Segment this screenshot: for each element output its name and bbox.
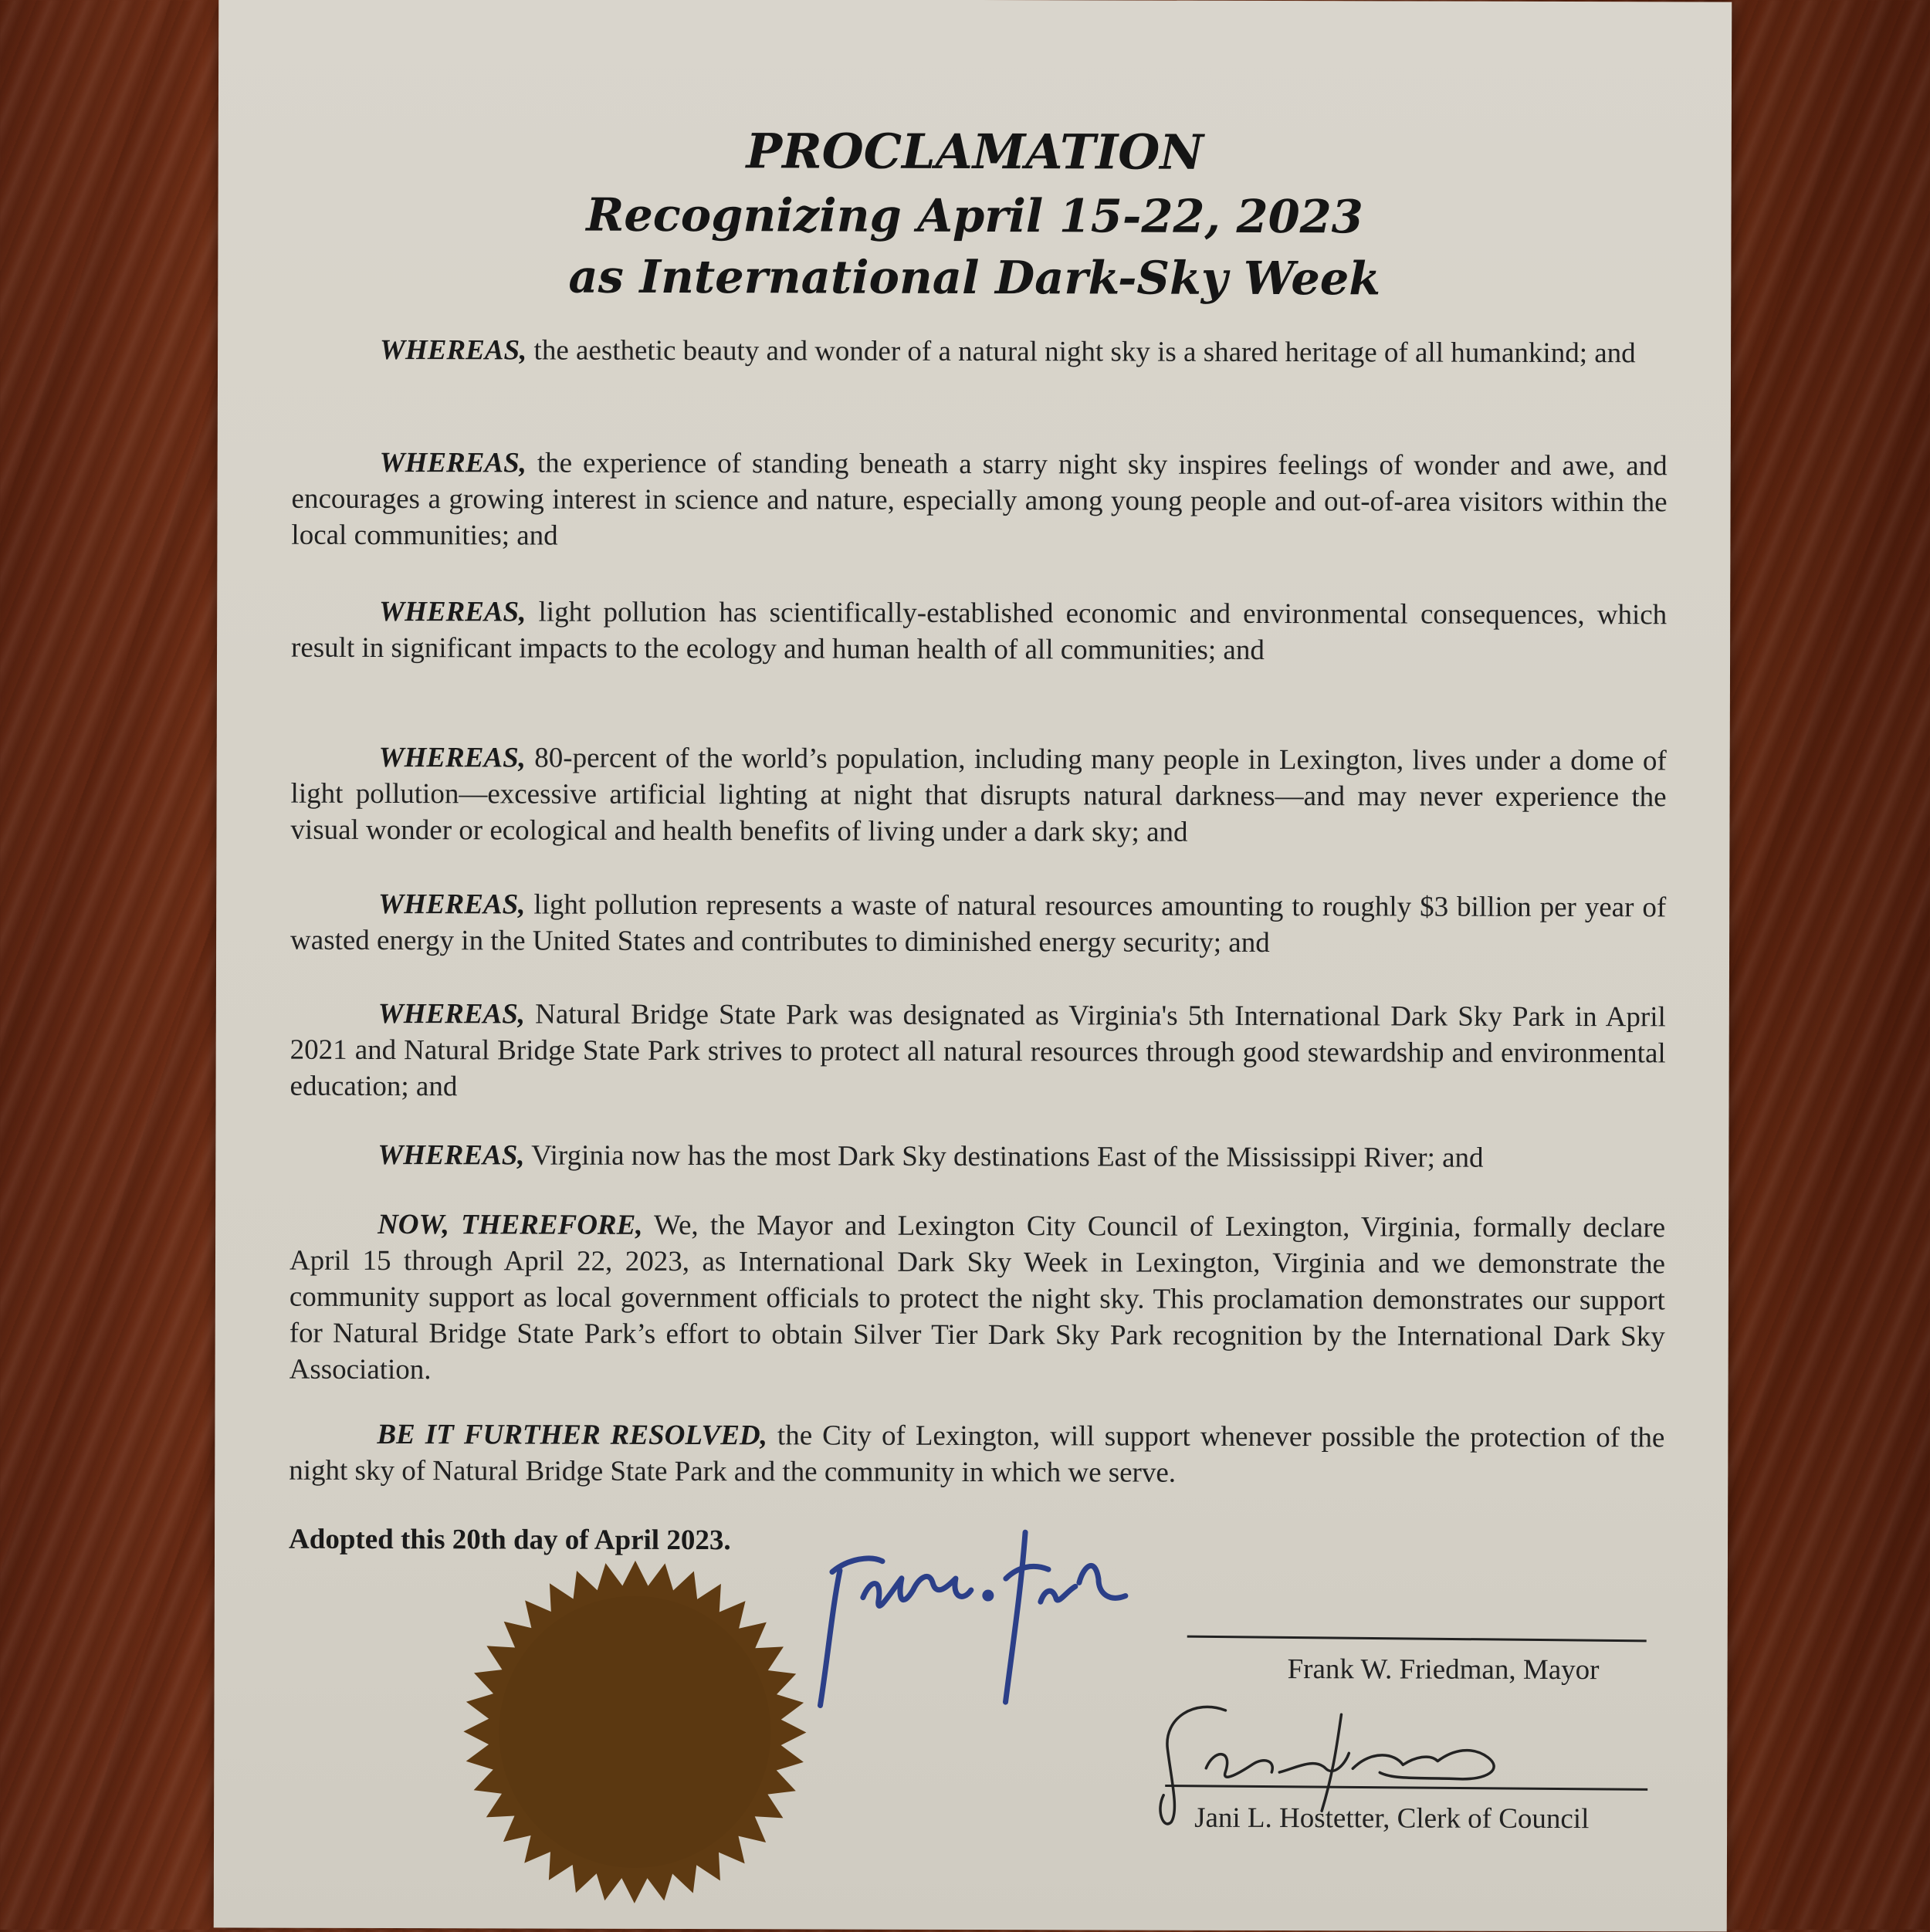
paragraph-lead: WHEREAS, [380,333,527,367]
whereas-paragraph-2 [291,445,1667,557]
mayor-name: Frank W. Friedman, Mayor [1287,1653,1600,1687]
paragraph-text: the experience of standing beneath a starry night sky inspires feelings of wonder and awe, and encourages a growing interest in science and nature, especially among young people and out-of-area visitors within the local communities; and [291,447,1668,552]
paragraph-lead: NOW, THEREFORE, [378,1208,643,1241]
paragraph-lead: BE IT FURTHER RESOLVED, [377,1418,767,1452]
proclamation-paper [214,0,1732,1932]
mayor-signature [785,1524,1133,1725]
clerk-name: Jani L. Hostetter, Clerk of Council [1194,1802,1590,1836]
mayor-signature-line [1187,1636,1647,1643]
paragraph-text: the City of Lexington, will support whenever possible the protection of the night sky of Natural Bridge State Park and the community in which we serve. [289,1419,1665,1489]
whereas-paragraph-1 [292,332,1668,372]
paragraph-text: 80-percent of the world’s population, including many people in Lexington, lives under a dome of light pollution—excessive artificial lighting at night that disrupts natural darkness—and may never experience the visual wonder or ecological and health benefits of living under a dark sky; and [290,742,1667,848]
paragraph-text: We, the Mayor and Lexington City Council of Lexington, Virginia, formally declare April 15 through April 22, 2023, as International Dark Sky Week in Lexington, Virginia and we demonstrate the community support as local government officials to protect the night sky. This proclamation demonstrates our support for Natural Bridge State Park’s effort to obtain Silver Tier Dark Sky Park recognition by the International Dark Sky Association. [289,1209,1666,1386]
now-therefore-paragraph [290,1206,1666,1392]
document-subtitle-line1: Recognizing April 15-22, 2023 [586,188,1363,244]
document-subtitle-line2: as International Dark-Sky Week [568,249,1381,306]
paragraph-text: Natural Bridge State Park was designated as Virginia's 5th International Dark Sky Park in April 2021 and Natural Bridge State Park strives to protect all natural resources through good stewardship and environmental education; and [290,998,1666,1103]
paragraph-lead: WHEREAS, [379,446,527,479]
whereas-paragraph-7 [290,1137,1665,1177]
whereas-paragraph-6 [290,996,1666,1108]
gold-seal-icon [461,1558,809,1906]
whereas-paragraph-5 [290,886,1666,963]
adopted-date: Adopted this 20th day of April 2023. [288,1523,731,1557]
paragraph-lead: WHEREAS, [378,741,526,774]
paragraph-lead: WHEREAS, [378,888,526,921]
be-it-further-resolved-paragraph [289,1416,1664,1493]
whereas-paragraph-4 [290,739,1666,852]
whereas-paragraph-3 [291,594,1667,670]
paragraph-lead: WHEREAS, [379,595,527,628]
paragraph-text: light pollution has scientifically-established economic and environmental consequences, which result in significant impacts to the ecology and human health of all communities; and [291,596,1668,666]
paragraph-lead: WHEREAS, [378,997,526,1030]
paragraph-text: Virginia now has the most Dark Sky destinations East of the Mississippi River; and [524,1139,1484,1174]
paragraph-lead: WHEREAS, [378,1139,525,1172]
document-title: PROCLAMATION [746,123,1204,181]
paragraph-text: light pollution represents a waste of natural resources amounting to roughly $3 billion per year of wasted energy in the United States and contributes to diminished energy security; and [290,888,1667,959]
paragraph-text: the aesthetic beauty and wonder of a natural night sky is a shared heritage of all humankind; and [527,334,1636,370]
